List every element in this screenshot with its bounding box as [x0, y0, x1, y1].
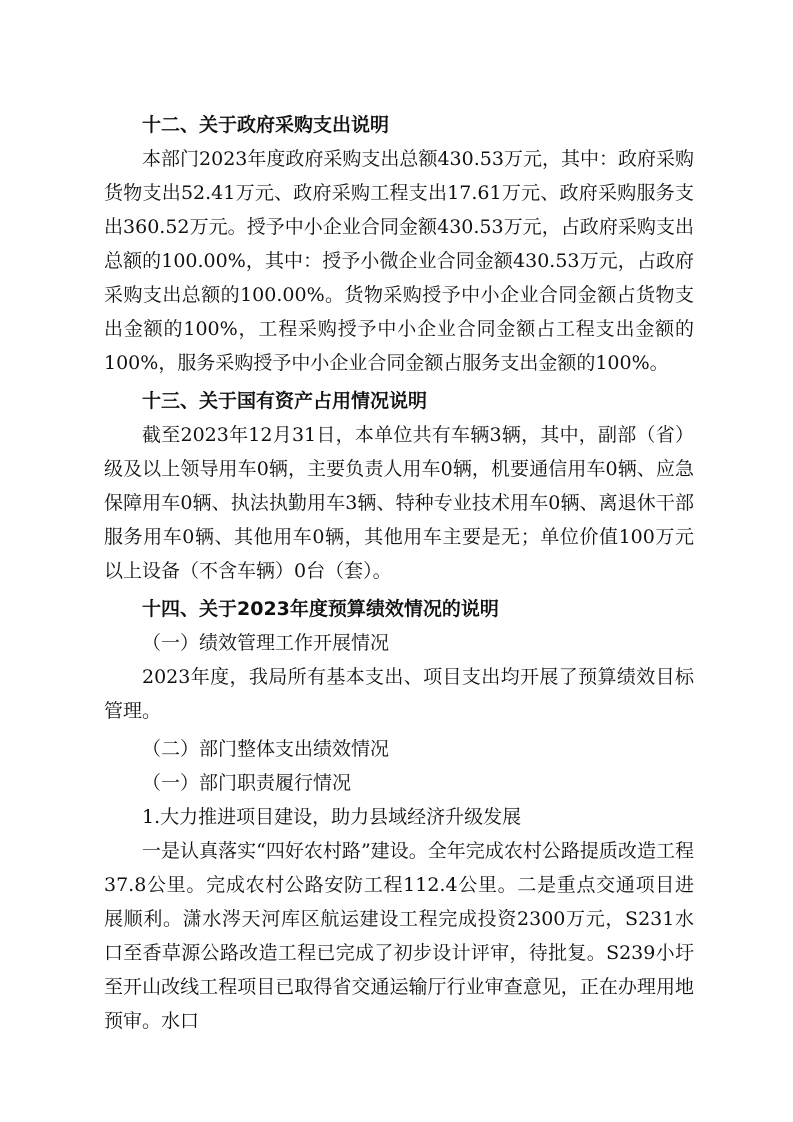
document-body — [104, 108, 694, 1038]
paragraph-procurement: 本部门2023年度政府采购支出总额430.53万元，其中：政府采购货物支出52.41万元、政府采购工程支出17.61万元、政府采购服务支出360.52万元。授予中小企业合同金额430.53万元，占政府采购支出总额的100.00%，其中：授予小微企业合同金额430.53万元，占政府采购支出总额的100.00%。货物采购授予中小企业合同金额占货物支出金额的100%，工程采购授予中小企业合同金额占工程支出金额的100%，服务采购授予中小企业合同金额占服务支出金额的100%。 — [104, 148, 694, 374]
list-item-1: 1.大力推进项目建设，助力县域经济升级发展 — [142, 806, 522, 828]
paragraph-assets: 截至2023年12月31日，本单位共有车辆3辆，其中，副部（省）级及以上领导用车0辆，主要负责人用车0辆，机要通信用车0辆、应急保障用车0辆、执法执勤用车3辆、特种专业技术用车0辆、离退休干部服务用车0辆、其他用车0辆，其他用车主要是无；单位价值100万元以上设备（不含车辆）0台（套）。 — [104, 424, 694, 582]
paragraph-performance-management: 2023年度，我局所有基本支出、项目支出均开展了预算绩效目标管理。 — [104, 666, 694, 722]
paragraph-projects: 一是认真落实“四好农村路”建设。全年完成农村公路提质改造工程37.8公里。完成农村公路安防工程112.4公里。二是重点交通项目进展顺利。潇水涔天河库区航运建设工程完成投资2300万元，S231水口至香草源公路改造工程已完成了初步设计评审，待批复。S239小圩至开山改线工程项目已取得省交通运输厅行业审查意见，正在办理用地预审。水口 — [104, 840, 694, 1032]
section-heading-13: 十三、关于国有资产占用情况说明 — [142, 390, 428, 412]
section-heading-12: 十二、关于政府采购支出说明 — [142, 114, 390, 136]
subheading-overall-performance: （二）部门整体支出绩效情况 — [142, 738, 390, 760]
subheading-duty-performance: （一）部门职责履行情况 — [142, 772, 352, 794]
subheading-performance-management: （一）绩效管理工作开展情况 — [142, 632, 390, 654]
section-heading-14: 十四、关于2023年度预算绩效情况的说明 — [142, 598, 499, 620]
